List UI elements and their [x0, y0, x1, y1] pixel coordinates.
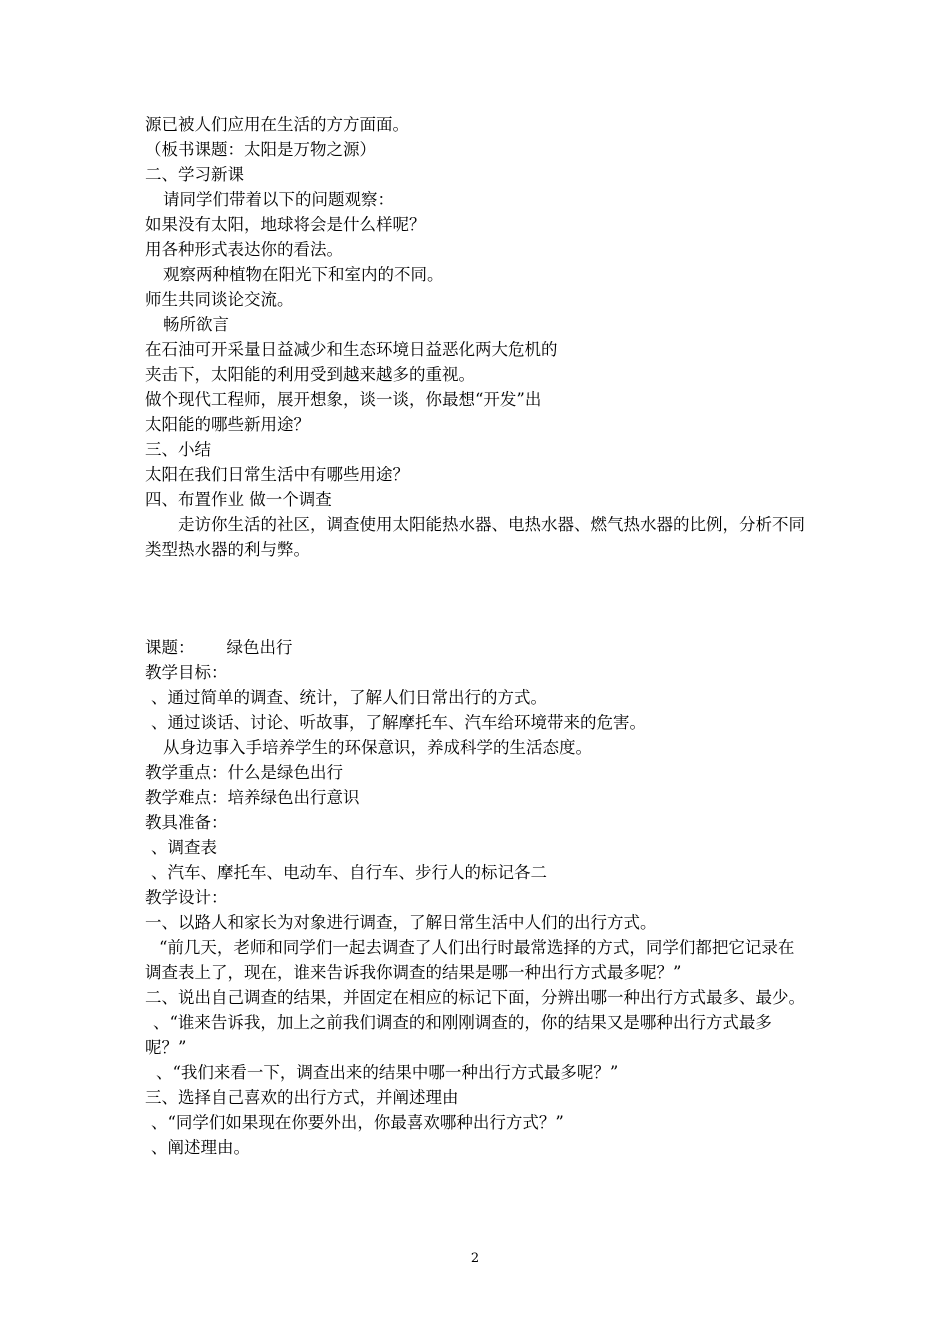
list-item: 、调查表 [151, 838, 217, 857]
text-line: 师生共同谈论交流。 [145, 290, 294, 309]
text-line: 在石油可开采量日益减少和生态环境日益恶化两大危机的 [145, 340, 558, 359]
text-line: 太阳在我们日常生活中有哪些用途？ [145, 465, 409, 484]
text-line: 教学目标： [145, 663, 228, 682]
text-line: 源已被人们应用在生活的方方面面。 [145, 115, 409, 134]
text-line: 请同学们带着以下的问题观察： [163, 190, 394, 209]
list-item: 、通过谈话、讨论、听故事，了解摩托车、汽车给环境带来的危害。 [151, 713, 646, 732]
list-item: 、“谁来告诉我，加上之前我们调查的和刚刚调查的，你的结果又是哪种出行方式最多呢？” [145, 1013, 772, 1057]
section-heading: 二、说出自己调查的结果，并固定在相应的标记下面，分辨出哪一种出行方式最多、最少。 [145, 988, 805, 1007]
list-item: 、汽车、摩托车、电动车、自行车、步行人的标记各二 [151, 863, 547, 882]
text-paragraph: “前几天，老师和同学们一起去调查了人们出行时最常选择的方式，同学们都把它记录在调查表上了，现在，谁来告诉我你调查的结果是哪一种出行方式最多呢？” [145, 938, 795, 982]
text-line: 畅所欲言 [163, 315, 229, 334]
section-gap [145, 562, 810, 635]
section-heading: 四、布置作业 做一个调查 [145, 490, 332, 509]
lesson-title [145, 635, 810, 660]
text-line: 如果没有太阳，地球将会是什么样呢？ [145, 215, 426, 234]
list-item: 、“我们来看一下，调查出来的结果中哪一种出行方式最多呢？” [156, 1063, 619, 1082]
list-item: 从身边事入手培养学生的环保意识，养成科学的生活态度。 [163, 738, 592, 757]
text-line: 教学难点：培养绿色出行意识 [145, 788, 360, 807]
board-title-line: （板书课题：太阳是万物之源） [145, 140, 376, 159]
text-line: 教学设计： [145, 888, 228, 907]
text-line: 教具准备： [145, 813, 228, 832]
body-text [145, 112, 810, 1160]
lesson-title-value: 绿色出行 [226, 638, 293, 657]
page-number: 2 [470, 1251, 480, 1266]
section-heading: 三、选择自己喜欢的出行方式，并阐述理由 [145, 1088, 459, 1107]
text-line: 做个现代工程师，展开想象，谈一谈，你最想“开发”出 [145, 390, 542, 409]
text-line: 观察两种植物在阳光下和室内的不同。 [163, 265, 444, 284]
list-item: 、“同学们如果现在你要外出，你最喜欢哪种出行方式？” [151, 1113, 564, 1132]
section-heading: 二、学习新课 [145, 165, 244, 184]
lesson-title-label: 课题： [145, 638, 195, 657]
section-heading: 三、小结 [145, 440, 211, 459]
section-heading: 一、以路人和家长为对象进行调查，了解日常生活中人们的出行方式。 [145, 913, 657, 932]
list-item: 、通过简单的调查、统计，了解人们日常出行的方式。 [151, 688, 547, 707]
text-line: 教学重点：什么是绿色出行 [145, 763, 343, 782]
text-paragraph: 走访你生活的社区，调查使用太阳能热水器、电热水器、燃气热水器的比例，分析不同类型热水器的利与弊。 [145, 515, 805, 559]
text-line: 太阳能的哪些新用途？ [145, 415, 310, 434]
text-line: 用各种形式表达你的看法。 [145, 240, 343, 259]
text-line: 夹击下，太阳能的利用受到越来越多的重视。 [145, 365, 475, 384]
list-item: 、阐述理由。 [151, 1138, 250, 1157]
